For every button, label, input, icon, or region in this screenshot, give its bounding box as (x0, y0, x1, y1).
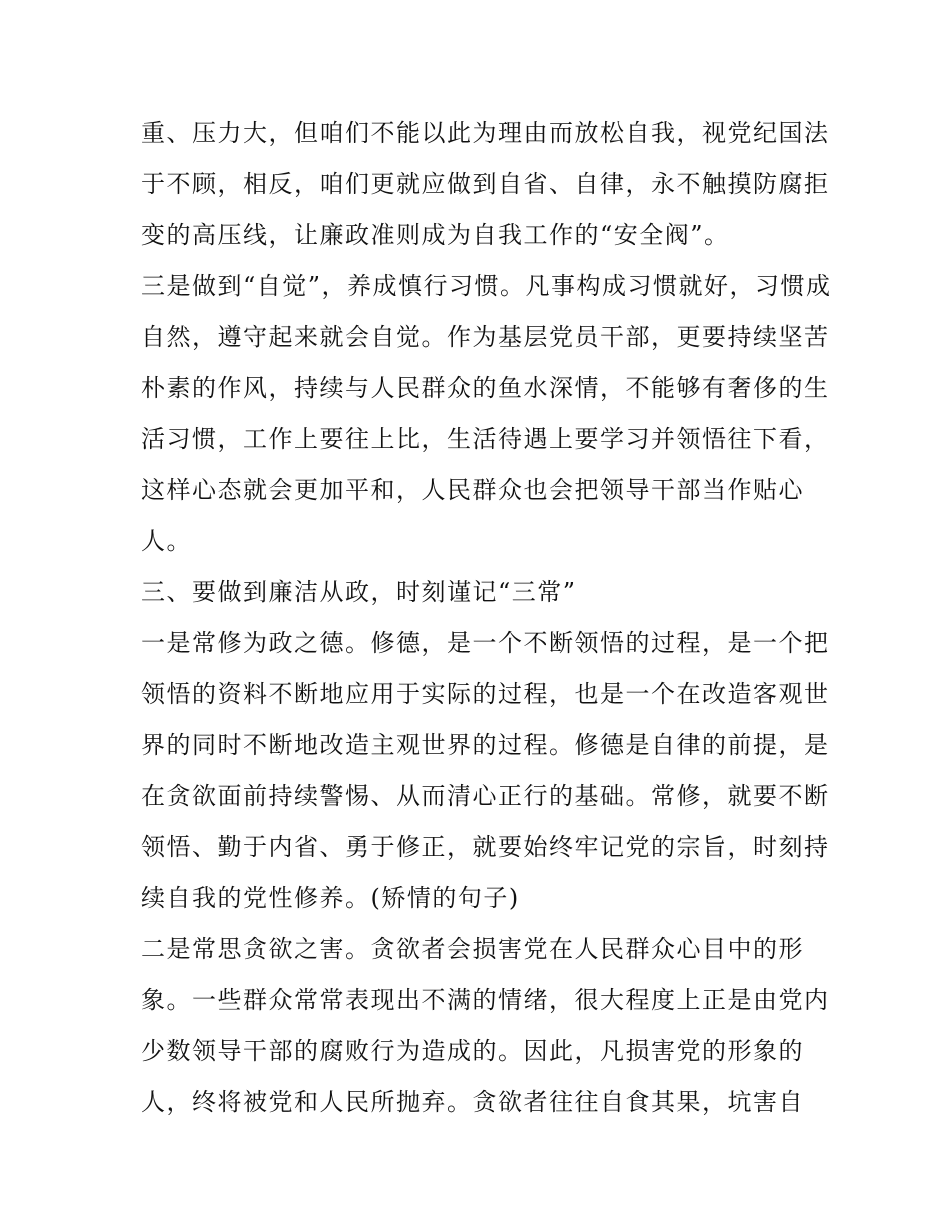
text-line: 于不顾，相反，咱们更就应做到自省、自律，永不触摸防腐拒 (141, 170, 830, 198)
text-line: 在贪欲面前持续警惕、从而清心正行的基础。常修，就要不断 (141, 782, 830, 810)
text-line: 朴素的作风，持续与人民群众的鱼水深情，不能够有奢侈的生 (141, 374, 830, 402)
text-line: 二是常思贪欲之害。贪欲者会损害党在人民群众心目中的形 (141, 935, 804, 963)
text-line: 少数领导干部的腐败行为造成的。因此，凡损害党的形象的 (141, 1037, 804, 1065)
text-line: 自然，遵守起来就会自觉。作为基层党员干部，更要持续坚苦 (141, 323, 830, 351)
text-line: 三是做到“自觉”，养成慎行习惯。凡事构成习惯就好，习惯成 (141, 272, 832, 300)
section-heading: 三、要做到廉洁从政，时刻谨记“三常” (141, 578, 577, 606)
text-line: 象。一些群众常常表现出不满的情绪，很大程度上正是由党内 (141, 986, 830, 1014)
text-line: 一是常修为政之德。修德，是一个不断领悟的过程，是一个把 (141, 629, 830, 657)
text-line: 人。 (141, 527, 192, 555)
text-line: 活习惯，工作上要往上比，生活待遇上要学习并领悟往下看， (141, 425, 830, 453)
text-line: 变的高压线，让廉政准则成为自我工作的“安全阀”。 (141, 221, 730, 249)
text-line: 领悟的资料不断地应用于实际的过程，也是一个在改造客观世 (141, 680, 830, 708)
text-line: 界的同时不断地改造主观世界的过程。修德是自律的前提，是 (141, 731, 830, 759)
text-line: 重、压力大，但咱们不能以此为理由而放松自我，视党纪国法 (141, 119, 830, 147)
text-line: 续自我的党性修养。(矫情的句子) (141, 884, 520, 912)
text-line: 人，终将被党和人民所抛弃。贪欲者往往自食其果，坑害自 (141, 1088, 804, 1116)
text-line: 这样心态就会更加平和，人民群众也会把领导干部当作贴心 (141, 476, 804, 504)
body-text (141, 108, 832, 1128)
text-line: 领悟、勤于内省、勇于修正，就要始终牢记党的宗旨，时刻持 (141, 833, 830, 861)
